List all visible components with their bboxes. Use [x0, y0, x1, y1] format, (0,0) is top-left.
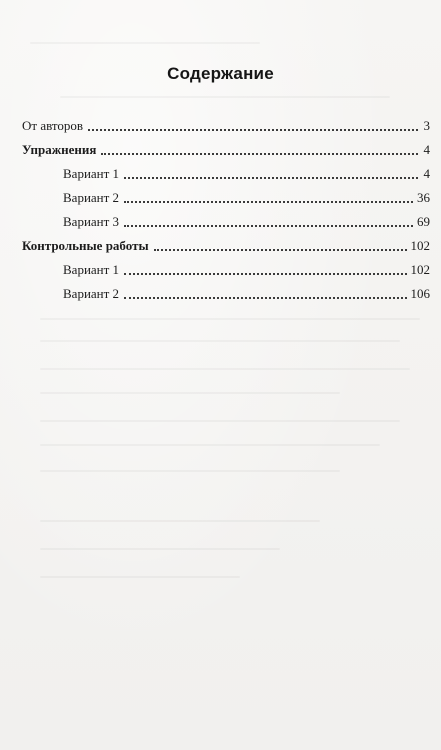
toc-entry-label: От авторов [22, 118, 84, 133]
toc-page-number: 36 [417, 190, 430, 205]
toc-leader-dots [124, 297, 406, 299]
toc-leader-dots [124, 225, 413, 227]
toc-page-number: 102 [410, 238, 430, 253]
bleed-through-line [40, 420, 400, 422]
toc-entry-label: Контрольные работы [22, 238, 149, 253]
bleed-through-line [40, 392, 340, 394]
toc-page-number: 102 [410, 262, 430, 277]
toc-entry-tests-variant-1[interactable] [22, 260, 430, 278]
bleed-through-line [30, 42, 260, 44]
toc-page-number: 4 [423, 142, 430, 157]
toc-page-number: 69 [417, 214, 430, 229]
toc-page-number: 3 [423, 118, 430, 133]
toc-entry-tests[interactable] [22, 236, 430, 254]
toc-entry-label: Вариант 2 [63, 190, 120, 205]
toc-entry-label: Вариант 2 [63, 286, 120, 301]
toc-entry-label: Вариант 1 [63, 166, 120, 181]
toc-leader-dots [88, 129, 418, 131]
toc-page-number: 4 [423, 166, 430, 181]
bleed-through-line [40, 340, 400, 342]
toc-leader-dots [101, 153, 418, 155]
bleed-through-line [40, 470, 340, 472]
page-title: Содержание [167, 64, 274, 83]
bleed-through-line [60, 96, 390, 98]
toc-entry-from-authors[interactable] [22, 116, 430, 134]
toc-leader-dots [154, 249, 407, 251]
toc-leader-dots [124, 201, 413, 203]
toc-page-number: 106 [410, 286, 430, 301]
toc-leader-dots [124, 177, 418, 179]
bleed-through-line [40, 368, 410, 370]
toc-entry-label: Упражнения [22, 142, 97, 157]
toc-leader-dots [124, 273, 406, 275]
bleed-through-line [40, 444, 380, 446]
toc-entry-tests-variant-2[interactable] [22, 284, 430, 302]
bleed-through-line [40, 548, 280, 550]
toc-entry-label: Вариант 3 [63, 214, 120, 229]
bleed-through-line [40, 318, 420, 320]
toc-entry-exercises-variant-3[interactable] [22, 212, 430, 230]
bleed-through-line [40, 520, 320, 522]
toc-entry-exercises[interactable] [22, 140, 430, 158]
bleed-through-line [40, 576, 240, 578]
toc-entry-exercises-variant-2[interactable] [22, 188, 430, 206]
toc-entry-label: Вариант 1 [63, 262, 120, 277]
toc-entry-exercises-variant-1[interactable] [22, 164, 430, 182]
